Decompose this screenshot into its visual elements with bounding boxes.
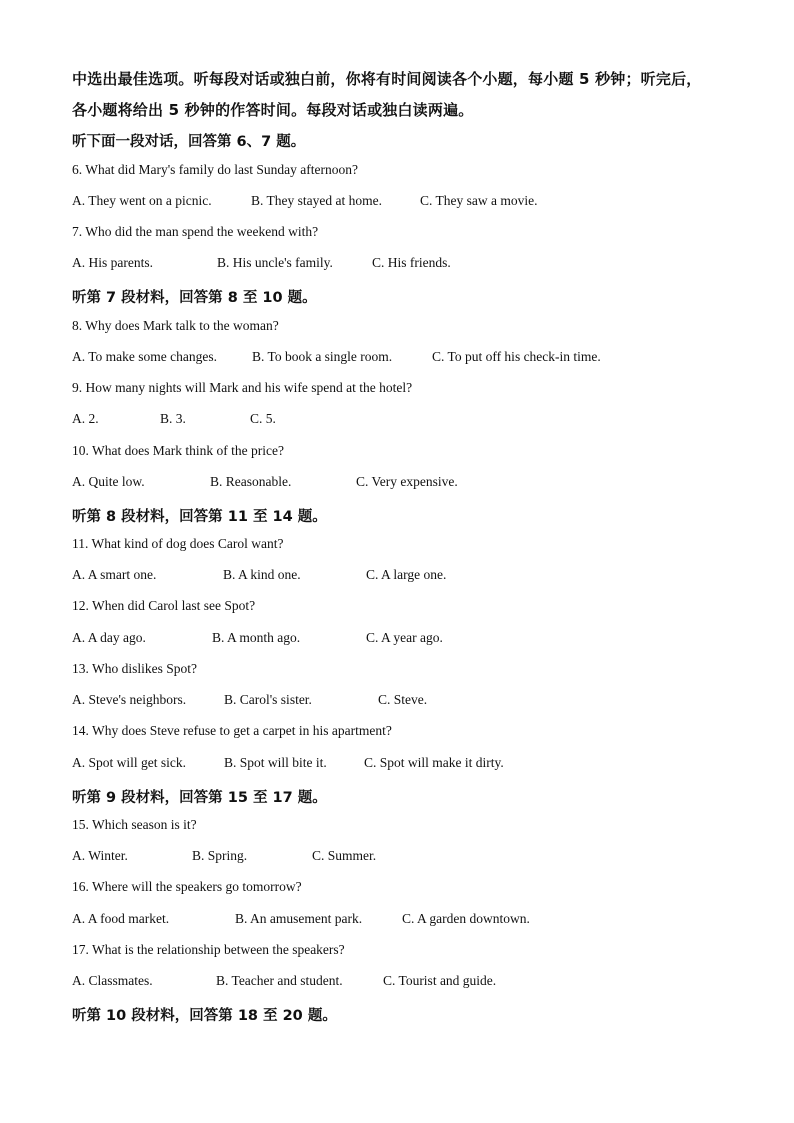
options-8 <box>72 349 722 367</box>
question-14: 14. Why does Steve refuse to get a carpet in his apartment? <box>72 723 392 738</box>
question-11: 11. What kind of dog does Carol want? <box>72 536 284 551</box>
section-heading: 听下面一段对话，回答第 6、7 题。 <box>72 134 306 150</box>
option-c: C. Summer. <box>312 848 377 863</box>
question-13: 13. Who dislikes Spot? <box>72 661 198 676</box>
options-9 <box>72 411 722 429</box>
options-12 <box>72 630 722 648</box>
intro-line-2: 各小题将给出 5 秒钟的作答时间。每段对话或独白读两遍。 <box>72 101 474 119</box>
option-c: C. Spot will make it dirty. <box>364 755 504 770</box>
option-a: A. Steve's neighbors. <box>72 692 187 707</box>
option-a: A. A food market. <box>72 911 170 926</box>
question-10: 10. What does Mark think of the price? <box>72 443 284 458</box>
option-b: B. Teacher and student. <box>216 973 343 988</box>
options-13 <box>72 692 722 710</box>
option-b: B. A kind one. <box>223 567 301 582</box>
option-c: C. A large one. <box>366 567 447 582</box>
question-17: 17. What is the relationship between the speakers? <box>72 942 345 957</box>
option-b: B. Carol's sister. <box>224 692 312 707</box>
question-6: 6. What did Mary's family do last Sunday afternoon? <box>72 162 358 177</box>
option-b: B. They stayed at home. <box>251 193 382 208</box>
intro-line-1: 中选出最佳选项。听每段对话或独白前，你将有时间阅读各个小题，每小题 5 秒钟；听完后， <box>72 70 702 88</box>
option-a: A. To make some changes. <box>72 349 218 364</box>
options-16 <box>72 911 722 929</box>
option-b: B. Spring. <box>192 848 248 863</box>
option-b: B. An amusement park. <box>235 911 363 926</box>
section-heading: 听第 9 段材料，回答第 15 至 17 题。 <box>72 790 327 806</box>
options-10 <box>72 474 722 492</box>
option-c: C. They saw a movie. <box>420 193 538 208</box>
option-b: B. A month ago. <box>212 630 301 645</box>
option-a: A. A day ago. <box>72 630 146 645</box>
option-a: A. Spot will get sick. <box>72 755 186 770</box>
option-c: C. Very expensive. <box>356 474 458 489</box>
option-c: C. A year ago. <box>366 630 443 645</box>
question-16: 16. Where will the speakers go tomorrow? <box>72 879 302 894</box>
option-b: B. Reasonable. <box>210 474 292 489</box>
options-11 <box>72 567 722 585</box>
option-c: C. Steve. <box>378 692 428 707</box>
section-heading: 听第 10 段材料，回答第 18 至 20 题。 <box>72 1008 337 1024</box>
option-b: B. Spot will bite it. <box>224 755 327 770</box>
option-a: A. 2. <box>72 411 99 426</box>
option-c: C. Tourist and guide. <box>383 973 497 988</box>
option-a: A. Winter. <box>72 848 128 863</box>
question-8: 8. Why does Mark talk to the woman? <box>72 318 279 333</box>
options-15 <box>72 848 722 866</box>
option-c: C. 5. <box>250 411 276 426</box>
section-heading: 听第 8 段材料，回答第 11 至 14 题。 <box>72 509 327 525</box>
option-b: B. His uncle's family. <box>217 255 333 270</box>
option-c: C. His friends. <box>372 255 451 270</box>
option-a: A. His parents. <box>72 255 153 270</box>
option-a: A. Classmates. <box>72 973 153 988</box>
options-6 <box>72 193 722 211</box>
question-9: 9. How many nights will Mark and his wife spend at the hotel? <box>72 380 413 395</box>
question-15: 15. Which season is it? <box>72 817 197 832</box>
options-14 <box>72 755 722 773</box>
option-a: A. They went on a picnic. <box>72 193 212 208</box>
option-c: C. A garden downtown. <box>402 911 530 926</box>
question-7: 7. Who did the man spend the weekend with? <box>72 224 319 239</box>
section-heading: 听第 7 段材料，回答第 8 至 10 题。 <box>72 290 317 306</box>
question-12: 12. When did Carol last see Spot? <box>72 598 256 613</box>
option-a: A. A smart one. <box>72 567 157 582</box>
option-b: B. To book a single room. <box>252 349 393 364</box>
option-a: A. Quite low. <box>72 474 145 489</box>
options-17 <box>72 973 722 991</box>
options-7 <box>72 255 722 273</box>
option-c: C. To put off his check-in time. <box>432 349 601 364</box>
option-b: B. 3. <box>160 411 186 426</box>
